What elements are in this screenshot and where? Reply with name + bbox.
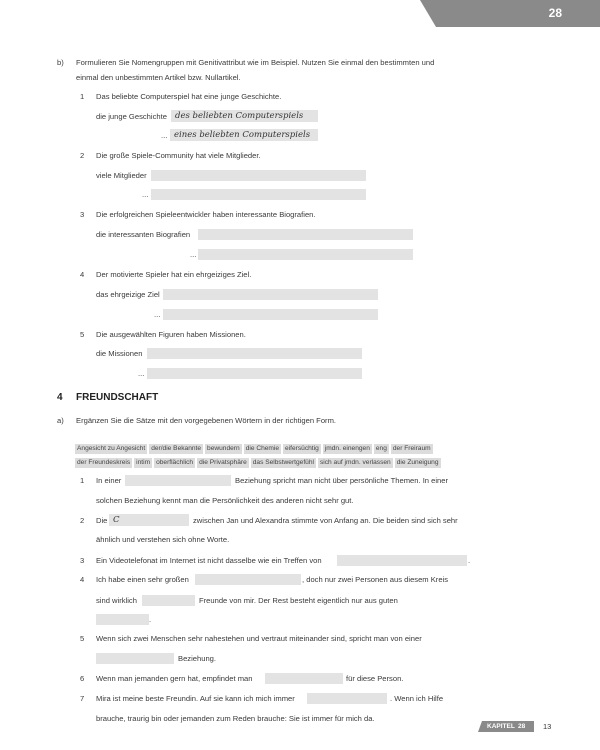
answer-field[interactable] xyxy=(96,614,152,625)
word-bank-item: die Privatsphäre xyxy=(199,459,247,466)
answer-field[interactable] xyxy=(163,289,378,300)
a-item-number: 1 xyxy=(80,476,85,485)
answer-field[interactable] xyxy=(151,170,366,181)
word-bank-item: die Chemie xyxy=(245,445,280,452)
a-item-text: Wenn man jemanden gern hat, empfindet man xyxy=(96,674,253,683)
answer-field[interactable] xyxy=(147,348,362,359)
a-item-text: Wenn sich zwei Menschen sehr nahestehen und vertraut miteinander sind, spricht man von einer xyxy=(96,634,422,643)
a-item-text: Beziehung. xyxy=(178,654,216,663)
answer-field[interactable] xyxy=(96,653,174,664)
b-item-sentence: Der motivierte Spieler hat ein ehrgeiziges Ziel. xyxy=(96,270,252,279)
b-item-label: die junge Geschichte xyxy=(96,112,167,121)
section-number: 4 xyxy=(57,392,63,403)
a-item-text: für diese Person. xyxy=(346,674,404,683)
answer-field[interactable] xyxy=(198,249,413,260)
answer-field[interactable] xyxy=(265,673,343,684)
a-item-text: Mira ist meine beste Freundin. Auf sie kann ich mich immer xyxy=(96,694,295,703)
answer-field[interactable] xyxy=(163,309,378,320)
a-item-text: Ich habe einen sehr großen xyxy=(96,575,189,584)
answer-field[interactable] xyxy=(337,555,467,566)
answer-field[interactable] xyxy=(147,368,362,379)
b-item-ellipsis: ... xyxy=(190,250,197,259)
answer-field[interactable] xyxy=(307,693,387,704)
section-b-instruction-2: einmal den unbestimmten Artikel bzw. Nullartikel. xyxy=(76,73,241,82)
a-item-text: solchen Beziehung kennt man die Persönlichkeit des anderen nicht sehr gut. xyxy=(96,496,354,505)
b-item-label: viele Mitglieder xyxy=(96,171,147,180)
word-bank-item: eifersüchtig xyxy=(285,445,319,452)
a-item-text: . xyxy=(468,556,471,565)
section-b-letter: b) xyxy=(57,58,64,67)
answer-field[interactable] xyxy=(125,475,231,486)
a-item-number: 3 xyxy=(80,556,85,565)
b-item-ellipsis: ... xyxy=(161,131,168,140)
footer-chapter-label: KAPITEL xyxy=(487,723,515,730)
b-item-sentence: Die erfolgreichen Spieleentwickler haben interessante Biografien. xyxy=(96,210,316,219)
word-bank-item: der Freiraum xyxy=(392,445,431,452)
a-item-text: Die xyxy=(96,516,108,525)
b-item-ellipsis: ... xyxy=(154,310,161,319)
word-bank-item: bewundern xyxy=(207,445,240,452)
b-item-number: 5 xyxy=(80,330,85,339)
answer-field-filled[interactable]: eines beliebten Computerspiels xyxy=(170,129,318,141)
section-4-instruction: Ergänzen Sie die Sätze mit den vorgegebenen Wörtern in der richtigen Form. xyxy=(76,416,337,425)
b-item-label: das ehrgeizige Ziel xyxy=(96,290,160,299)
b-item-number: 3 xyxy=(80,210,85,219)
word-bank-item: jmdn. einengen xyxy=(324,445,370,452)
a-item-text: Beziehung spricht man nicht über persönliche Themen. In einer xyxy=(235,476,449,485)
word-bank-item: Angesicht zu Angesicht xyxy=(77,445,146,452)
header-tab-shape xyxy=(420,0,600,27)
header-page-number: 28 xyxy=(548,6,562,20)
b-item-number: 1 xyxy=(80,92,85,101)
a-item-text: sind wirklich xyxy=(96,596,137,605)
word-bank-item: der/die Bekannte xyxy=(151,445,202,452)
b-item-label: die Missionen xyxy=(96,349,143,358)
a-item-number: 2 xyxy=(80,516,85,525)
answer-field[interactable] xyxy=(198,229,413,240)
b-item-number: 2 xyxy=(80,151,85,160)
section-4-letter: a) xyxy=(57,416,64,425)
section-b-instruction-1: Formulieren Sie Nomengruppen mit Genitivattribut wie im Beispiel. Nutzen Sie einmal den bestimmten und xyxy=(76,58,435,67)
section-title: FREUNDSCHAFT xyxy=(76,392,159,403)
word-bank-item: eng xyxy=(375,445,387,452)
b-item-label: die interessanten Biografien xyxy=(96,230,191,239)
a-item-text: In einer xyxy=(96,476,122,485)
answer-field[interactable] xyxy=(195,574,301,585)
page-header-tab xyxy=(420,0,600,27)
a-item-text: ähnlich und verstehen sich ohne Worte. xyxy=(96,535,230,544)
a-item-text: . Wenn ich Hilfe xyxy=(390,694,444,703)
chapter-footer-tab xyxy=(478,721,534,732)
word-bank-item: intim xyxy=(136,459,151,466)
a-item-number: 5 xyxy=(80,634,85,643)
a-item-text: . xyxy=(149,615,152,624)
b-item-sentence: Das beliebte Computerspiel hat eine junge Geschichte. xyxy=(96,92,282,101)
b-item-ellipsis: ... xyxy=(142,190,149,199)
word-bank-item: das Selbstwertgefühl xyxy=(252,459,314,466)
a-item-number: 6 xyxy=(80,674,85,683)
b-item-sentence: Die große Spiele-Community hat viele Mitglieder. xyxy=(96,151,261,160)
word-bank-row xyxy=(75,451,443,466)
word-bank-item: oberflächlich xyxy=(156,459,194,466)
answer-field-filled[interactable]: des beliebten Computerspiels xyxy=(171,110,318,122)
a-item-text: , doch nur zwei Personen aus diesem Kreis xyxy=(302,575,449,584)
answer-field[interactable] xyxy=(142,595,195,606)
b-item-ellipsis: ... xyxy=(138,369,145,378)
word-bank-item: der Freundeskreis xyxy=(77,459,131,466)
answer-field-filled[interactable]: C xyxy=(109,514,189,526)
a-item-number: 7 xyxy=(80,694,85,703)
a-item-text: Ein Videotelefonat im Internet ist nicht dasselbe wie ein Treffen von xyxy=(96,556,322,565)
b-item-sentence: Die ausgewählten Figuren haben Missionen. xyxy=(96,330,246,339)
b-item-number: 4 xyxy=(80,270,85,279)
a-item-text: brauche, traurig bin oder jemanden zum Reden brauche: Sie ist immer für mich da. xyxy=(96,714,375,723)
word-bank-item: sich auf jmdn. verlassen xyxy=(319,459,391,466)
word-bank-row xyxy=(75,437,435,452)
a-item-number: 4 xyxy=(80,575,85,584)
answer-field[interactable] xyxy=(151,189,366,200)
a-item-text: zwischen Jan und Alexandra stimmte von Anfang an. Die beiden sind sich sehr xyxy=(193,516,458,525)
a-item-text: Freunde von mir. Der Rest besteht eigentlich nur aus guten xyxy=(199,596,398,605)
word-bank-item: die Zuneigung xyxy=(396,459,439,466)
footer-page-number: 13 xyxy=(543,722,552,731)
footer-chapter-number: 28 xyxy=(518,723,526,730)
